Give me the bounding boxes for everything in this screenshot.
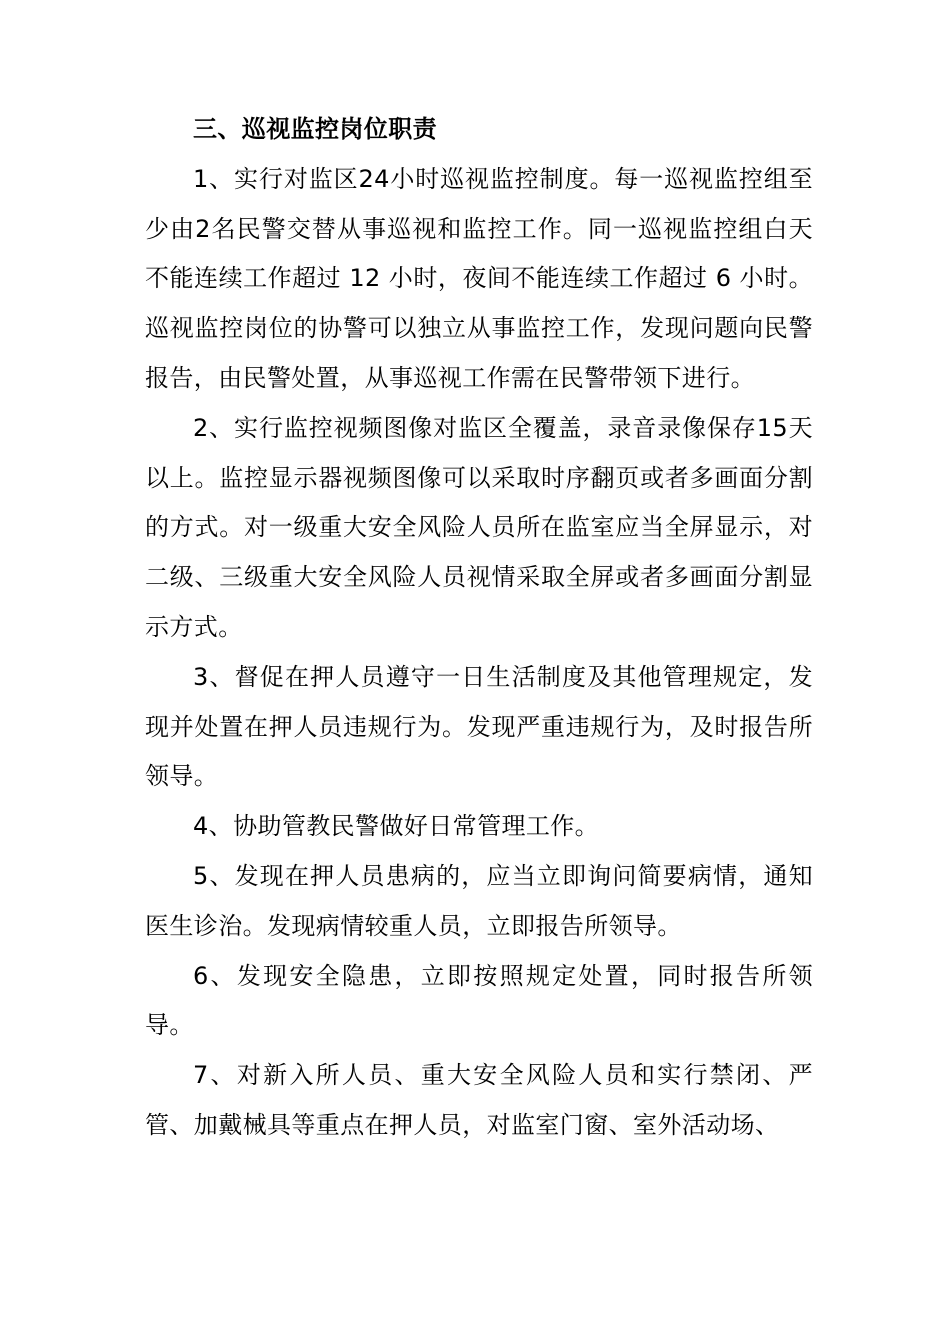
paragraph-1: 1、实行对监区24小时巡视监控制度。每一巡视监控组至少由2名民警交替从事巡视和监控工作。同一巡视监控组白天不能连续工作超过 12 小时，夜间不能连续工作超过 6 小时。巡视监控岗位的协警可以独立从事监控工作，发现问题向民警报告，由民警处置，从事巡视工作需在民警带领下进行。: [145, 164, 813, 392]
paragraph-6: 6、发现安全隐患，立即按照规定处置，同时报告所领导。: [145, 961, 813, 1040]
paragraph-5: 5、发现在押人员患病的，应当立即询问简要病情，通知医生诊治。发现病情较重人员，立即报告所领导。: [145, 861, 813, 940]
section-heading: 三、巡视监控岗位职责: [193, 115, 437, 143]
paragraph-3: 3、督促在押人员遵守一日生活制度及其他管理规定，发现并处置在押人员违规行为。发现严重违规行为，及时报告所领导。: [145, 662, 813, 791]
document-body: [145, 105, 813, 1151]
paragraph-4: 4、协助管教民警做好日常管理工作。: [193, 812, 600, 841]
paragraph-2: 2、实行监控视频图像对监区全覆盖，录音录像保存15天以上。监控显示器视频图像可以采取时序翻页或者多画面分割的方式。对一级重大安全风险人员所在监室应当全屏显示，对二级、三级重大安全风险人员视情采取全屏或者多画面分割显示方式。: [145, 413, 813, 641]
paragraph-7: 7、对新入所人员、重大安全风险人员和实行禁闭、严管、加戴械具等重点在押人员，对监室门窗、室外活动场、: [145, 1061, 813, 1139]
